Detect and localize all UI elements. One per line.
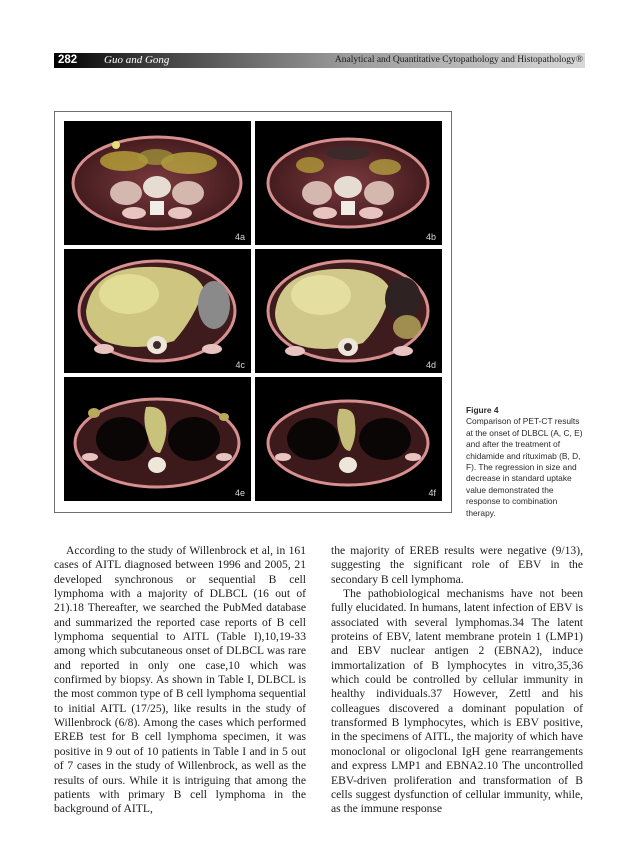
figure-4 (54, 111, 452, 513)
figure-caption (466, 405, 588, 519)
running-authors: Guo and Gong (104, 54, 170, 66)
page-number: 282 (58, 54, 78, 66)
panel-label: 4c (235, 360, 245, 370)
panel-label: 4f (428, 488, 436, 498)
panel-label: 4b (425, 232, 436, 242)
pet-ct-panel-4e (64, 377, 251, 501)
pet-ct-panel-4b (255, 121, 442, 245)
pet-ct-panel-4c (64, 249, 251, 373)
panel-label: 4e (234, 488, 245, 498)
pet-ct-image (255, 249, 442, 373)
pet-ct-image (64, 121, 251, 245)
pet-ct-panel-4f (255, 377, 442, 501)
body-paragraph: The pathobiological mechanisms have not been fully elucidated. In humans, latent infection of EBV is associated with several lymphomas.34 The latent proteins of EBV, latent membrane protein 1 (LMP1) and EBV nuclear antigen 2 (EBNA2), induce immortalization of B lymphocytes in vitro,35,36 which could be controlled by cellular immunity in healthy individuals.37 However, Zettl and his colleagues discovered a dominant population of transformed B lymphocytes, which is EBV positive, in the specimens of AITL, the majority of which have monoclonal or oligoclonal IgH gene rearrangements and express LMP1 and EBNA2.10 The uncontrolled EBV-driven proliferation and transformation of B cells suggest dysfunction of cellular immunity, while, as the immune response (331, 587, 583, 816)
pet-ct-panel-4d (255, 249, 442, 373)
running-header (54, 53, 585, 68)
pet-ct-image (255, 121, 442, 245)
panel-label: 4d (425, 360, 436, 370)
body-paragraph: the majority of EREB results were negative (9/13), suggesting the significant role of EBV in the secondary B cell lymphoma. (331, 544, 583, 586)
journal-title: Analytical and Quantitative Cytopathology and Histopathology® (334, 55, 583, 65)
caption-title: Figure 4 (466, 405, 499, 415)
panel-label: 4a (234, 232, 245, 242)
body-paragraph: According to the study of Willenbrock et al, in 161 cases of AITL diagnosed between 1996 and 2005, 21 developed synchronous or sequential B cell lymphoma with a majority of DLBCL (16 out of 21).18 Thereafter, we searched the PubMed database and summarized the reported case reports of B cell lymphoma sequential to AITL (Table I),10,19-33 among which subcutaneous onset of DLBCL was rare and reported in only one case,10 which was confirmed by biopsy. As shown in Table I, DLBCL is the most common type of B cell lymphoma sequential to initial AITL (17/25), like results in the study of Willenbrock (6/8). Among the cases which performed EREB test for B cell lymphoma specimen, it was positive in 9 out of 10 patients in Table I and in 5 out of 7 cases in the study of Willenbrock, as well as the results of ours. While it is intriguing that among the patients with primary B cell lymphoma in the background of AITL, (54, 544, 306, 816)
pet-ct-image (64, 249, 251, 373)
left-text-column (54, 544, 306, 817)
pet-ct-image (255, 377, 442, 501)
right-text-column (331, 544, 583, 817)
pet-ct-panel-4a (64, 121, 251, 245)
caption-text: Comparison of PET-CT results at the onset of DLBCL (A, C, E) and after the treatment of chidamide and rituximab (B, D, F). The regression in size and decrease in standard uptake value demonstrated the response to combination therapy. (466, 416, 583, 518)
pet-ct-image (64, 377, 251, 501)
